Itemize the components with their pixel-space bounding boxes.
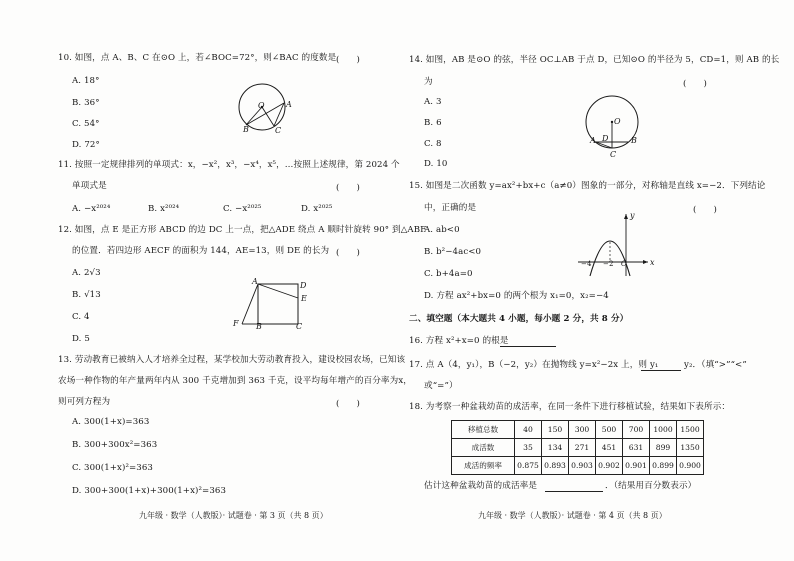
table-cell: 40 — [515, 421, 542, 439]
table-row — [452, 457, 704, 475]
q18-answer-blank[interactable] — [545, 491, 603, 492]
q14-label-d: D — [602, 134, 609, 143]
q14-option-c: C. 8 — [424, 139, 442, 149]
q10-label-c: C — [275, 126, 282, 135]
table-cell: 300 — [569, 421, 596, 439]
q10-option-c: C. 54° — [72, 119, 100, 129]
q13-option-a: A. 300(1+x)=363 — [72, 417, 150, 427]
q18-question-tail: ．（结果用百分数表示） — [605, 481, 697, 491]
table-row-header: 成活数 — [452, 439, 515, 457]
table-cell: 1500 — [677, 421, 704, 439]
q14-label-b: B — [631, 136, 637, 145]
q13-option-b: B. 300+300x²=363 — [72, 440, 158, 450]
q13-option-c: C. 300(1+x)²=363 — [72, 463, 154, 473]
q11-stem: 11. 按照一定规律排列的单项式：x，−x²，x³，−x⁴，x⁵，…按照上述规律，第 2024 个 — [58, 160, 400, 170]
q18-transplant-table — [451, 420, 704, 475]
q11-paren: ( ) — [336, 183, 360, 193]
table-cell: 0.893 — [542, 457, 569, 475]
table-cell: 150 — [542, 421, 569, 439]
q13-stem-line2: 农场一种作物的年产量两年内从 300 千克增加到 363 千克，设平均每年增产的百分率为x， — [58, 376, 412, 386]
q12-label-c: C — [296, 322, 303, 331]
q17-answer-blank[interactable] — [641, 370, 681, 371]
table-cell: 0.903 — [569, 457, 596, 475]
table-cell: 0.900 — [677, 457, 704, 475]
q10-label-a: A — [286, 100, 292, 109]
q15-option-a: A. ab<0 — [424, 225, 460, 235]
table-cell: 35 — [515, 439, 542, 457]
q14-label-a: A — [590, 136, 596, 145]
q10-option-d: D. 72° — [72, 140, 100, 150]
q13-paren: ( ) — [336, 399, 360, 409]
q18-stem: 18. 为考察一种盆栽幼苗的成活率，在同一条件下进行移植试验，结果如下表所示： — [409, 402, 731, 412]
q10-option-a: A. 18° — [72, 76, 100, 86]
q11-option-a: A. −x²⁰²⁴ — [72, 204, 111, 214]
q12-label-e: E — [301, 294, 307, 303]
q18-question: 估计这种盆栽幼苗的成活率是 — [424, 481, 538, 491]
q11-option-b: B. x²⁰²⁴ — [148, 204, 180, 214]
q16-stem: 16. 方程 x²+x=0 的根是 — [409, 336, 509, 346]
table-cell: 1350 — [677, 439, 704, 457]
q14-paren: ( ) — [683, 79, 707, 89]
q10-option-b: B. 36° — [72, 98, 100, 108]
q14-option-b: B. 6 — [424, 118, 442, 128]
q11-option-c: C. −x²⁰²⁵ — [223, 204, 262, 214]
q17-stem-tail: y₂．（填“>”“<” — [684, 360, 747, 370]
table-row-header: 移植总数 — [452, 421, 515, 439]
q15-option-c: C. b+4a=0 — [424, 269, 473, 279]
table-cell: 134 — [542, 439, 569, 457]
q10-stem: 10. 如图，点 A、B、C 在⊙O 上，若∠BOC=72°，则∠BAC 的度数是 — [58, 53, 337, 63]
table-cell: 0.875 — [515, 457, 542, 475]
table-cell: 451 — [596, 439, 623, 457]
q10-label-b: B — [243, 125, 249, 134]
q12-label-f: F — [233, 319, 239, 328]
q15-option-d: D. 方程 ax²+bx=0 的两个根为 x₁=0，x₂=−4 — [424, 291, 609, 301]
q15-paren: ( ) — [693, 205, 717, 215]
q12-label-b: B — [256, 322, 262, 331]
right-page-footer: 九年级 · 数学（人教版）· 试题卷 · 第 4 页（共 8 页） — [478, 511, 667, 520]
table-row-header: 成活的频率 — [452, 457, 515, 475]
q15-option-b: B. b²−4ac<0 — [424, 247, 482, 257]
q10-label-o: O — [258, 101, 265, 110]
q10-paren: ( ) — [336, 55, 360, 65]
table-row — [452, 421, 704, 439]
q15-label-minus4: −4 — [581, 260, 592, 268]
q12-option-a: A. 2√3 — [72, 268, 101, 278]
q14-label-o: O — [614, 117, 621, 126]
q15-label-origin: O — [621, 260, 627, 268]
q12-label-d: D — [300, 281, 307, 290]
q12-stem-line2: 的位置．若四边形 AECF 的面积为 144，AE=13，则 DE 的长为 — [72, 246, 330, 256]
section-fill-in-heading: 二、填空题（本大题共 4 小题，每小题 2 分，共 8 分） — [409, 314, 629, 324]
table-cell: 700 — [623, 421, 650, 439]
q14-label-c: C — [610, 150, 617, 159]
table-cell: 899 — [650, 439, 677, 457]
q15-label-minus2: −2 — [603, 260, 614, 268]
q14-option-a: A. 3 — [424, 97, 442, 107]
table-cell: 0.901 — [623, 457, 650, 475]
table-row — [452, 439, 704, 457]
q15-stem-line2: 中，正确的是 — [424, 203, 477, 213]
q17-stem-line2: 或“=”） — [424, 381, 458, 391]
q12-option-c: C. 4 — [72, 312, 90, 322]
q14-option-d: D. 10 — [424, 159, 448, 169]
table-cell: 271 — [569, 439, 596, 457]
q12-option-d: D. 5 — [72, 334, 90, 344]
q13-stem-line3: 则可列方程为 — [58, 397, 111, 407]
table-cell: 0.902 — [596, 457, 623, 475]
q12-label-a: A — [252, 277, 258, 286]
table-cell: 1000 — [650, 421, 677, 439]
q12-option-b: B. √13 — [72, 290, 101, 300]
q17-stem: 17. 点 A（4，y₁），B（−2，y₂）在抛物线 y=x²−2x 上，则 y₁ — [409, 360, 659, 370]
q11-stem-line2: 单项式是 — [72, 181, 107, 191]
q14-stem: 14. 如图，AB 是⊙O 的弦，半径 OC⊥AB 于点 D，已知⊙O 的半径为 5，CD=1，则 AB 的长 — [409, 55, 780, 65]
table-cell: 0.899 — [650, 457, 677, 475]
table-cell: 500 — [596, 421, 623, 439]
table-cell: 631 — [623, 439, 650, 457]
q14-stem-line2: 为 — [424, 77, 433, 87]
q12-paren: ( ) — [336, 248, 360, 258]
q15-label-x: x — [650, 258, 655, 267]
q13-stem: 13. 劳动教育已被纳入人才培养全过程，某学校加大劳动教育投入，建设校园农场，已知该 — [58, 355, 406, 365]
q13-option-d: D. 300+300(1+x)+300(1+x)²=363 — [72, 486, 227, 496]
q16-answer-blank[interactable] — [500, 346, 556, 347]
q15-stem: 15. 如图是二次函数 y=ax²+bx+c（a≠0）图象的一部分，对称轴是直线 x=−2．下列结论 — [409, 181, 766, 191]
q15-label-y: y — [630, 211, 635, 220]
left-page-footer: 九年级 · 数学（人教版）· 试题卷 · 第 3 页（共 8 页） — [139, 511, 328, 520]
q12-stem: 12. 如图，点 E 是正方形 ABCD 的边 DC 上一点，把△ADE 绕点 A 顺时针旋转 90° 到△ABF — [58, 225, 427, 235]
q11-option-d: D. x²⁰²⁵ — [301, 204, 333, 214]
